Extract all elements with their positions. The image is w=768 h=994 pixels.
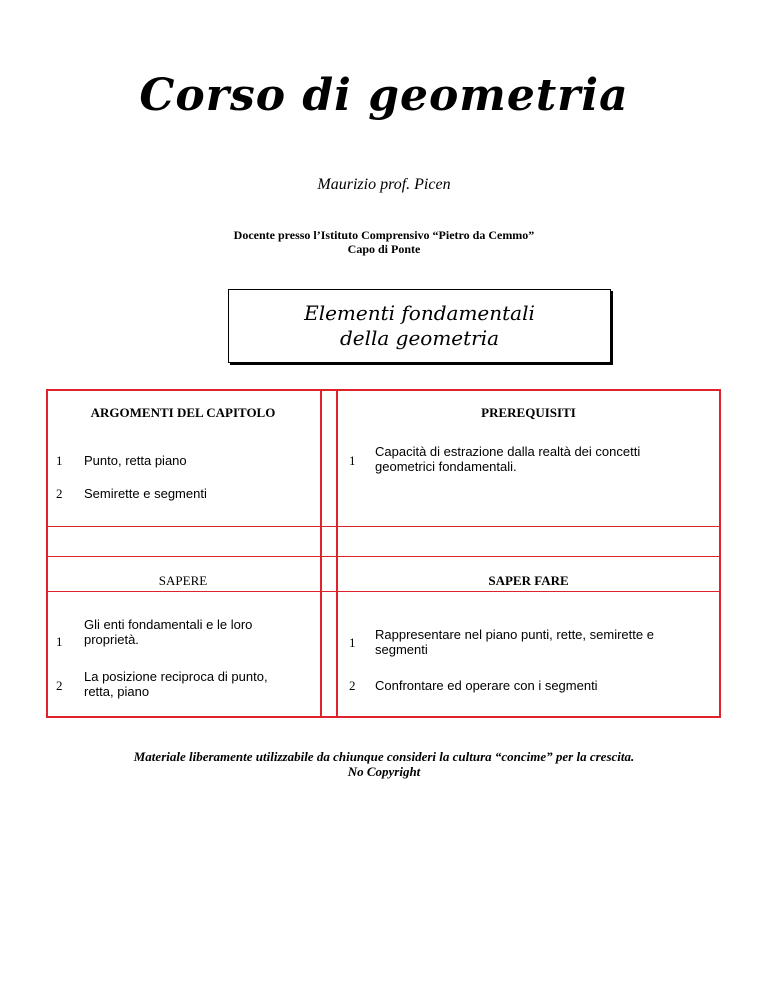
prerequisiti-item-text: Capacità di estrazione dalla realtà dei concetti geometrici fondamentali. (375, 444, 641, 474)
sapere-item-text: La posizione reciproca di punto, retta, piano (84, 669, 268, 699)
argomenti-item-number: 2 (56, 486, 63, 501)
affiliation-line2: Capo di Ponte (347, 242, 421, 256)
table-border-left (46, 389, 48, 718)
footer-note (0, 749, 768, 779)
chapter-title-box (228, 289, 611, 363)
argomenti-item-number: 1 (56, 453, 63, 468)
prerequisiti-header: PREREQUISITI (481, 405, 576, 420)
chapter-title-line1: Elementi fondamentali (304, 301, 535, 325)
chapter-title-line2: della geometria (339, 326, 500, 350)
author-name: Maurizio prof. Picen (317, 176, 451, 193)
sapere-item-text: Gli enti fondamentali e le loro proprietà. (84, 617, 253, 647)
table-border-top (46, 389, 721, 391)
argomenti-header: ARGOMENTI DEL CAPITOLO (90, 405, 276, 420)
argomenti-item-text: Semirette e segmenti (84, 486, 207, 501)
table-divider-left (320, 389, 322, 718)
sapere-header: SAPERE (158, 573, 208, 588)
table-row-separator (46, 591, 721, 592)
saper-fare-item-number: 2 (349, 678, 356, 693)
argomenti-item-text: Punto, retta piano (84, 453, 187, 468)
affiliation (0, 228, 768, 256)
prerequisiti-item-number: 1 (349, 453, 356, 468)
sapere-item-number: 2 (56, 678, 63, 693)
table-border-bottom (46, 716, 721, 718)
saper-fare-item-text: Confrontare ed operare con i segmenti (375, 678, 598, 693)
footer-line2: No Copyright (347, 764, 421, 779)
table-row-separator (46, 556, 721, 557)
saper-fare-item-number: 1 (349, 635, 356, 650)
table-row-separator (46, 526, 721, 527)
affiliation-line1: Docente presso l’Istituto Comprensivo “Pietro da Cemmo” (233, 228, 535, 242)
chapter-summary-table (46, 389, 721, 718)
footer-line1: Materiale liberamente utilizzabile da chiunque consideri la cultura “concime” per la crescita. (133, 749, 635, 764)
saper-fare-header: SAPER FARE (488, 573, 569, 588)
table-border-right (719, 389, 721, 718)
table-divider-right (336, 389, 338, 718)
saper-fare-item-text: Rappresentare nel piano punti, rette, semirette e segmenti (375, 627, 654, 657)
document-title: Corso di geometria (139, 70, 629, 121)
sapere-item-number: 1 (56, 634, 63, 649)
